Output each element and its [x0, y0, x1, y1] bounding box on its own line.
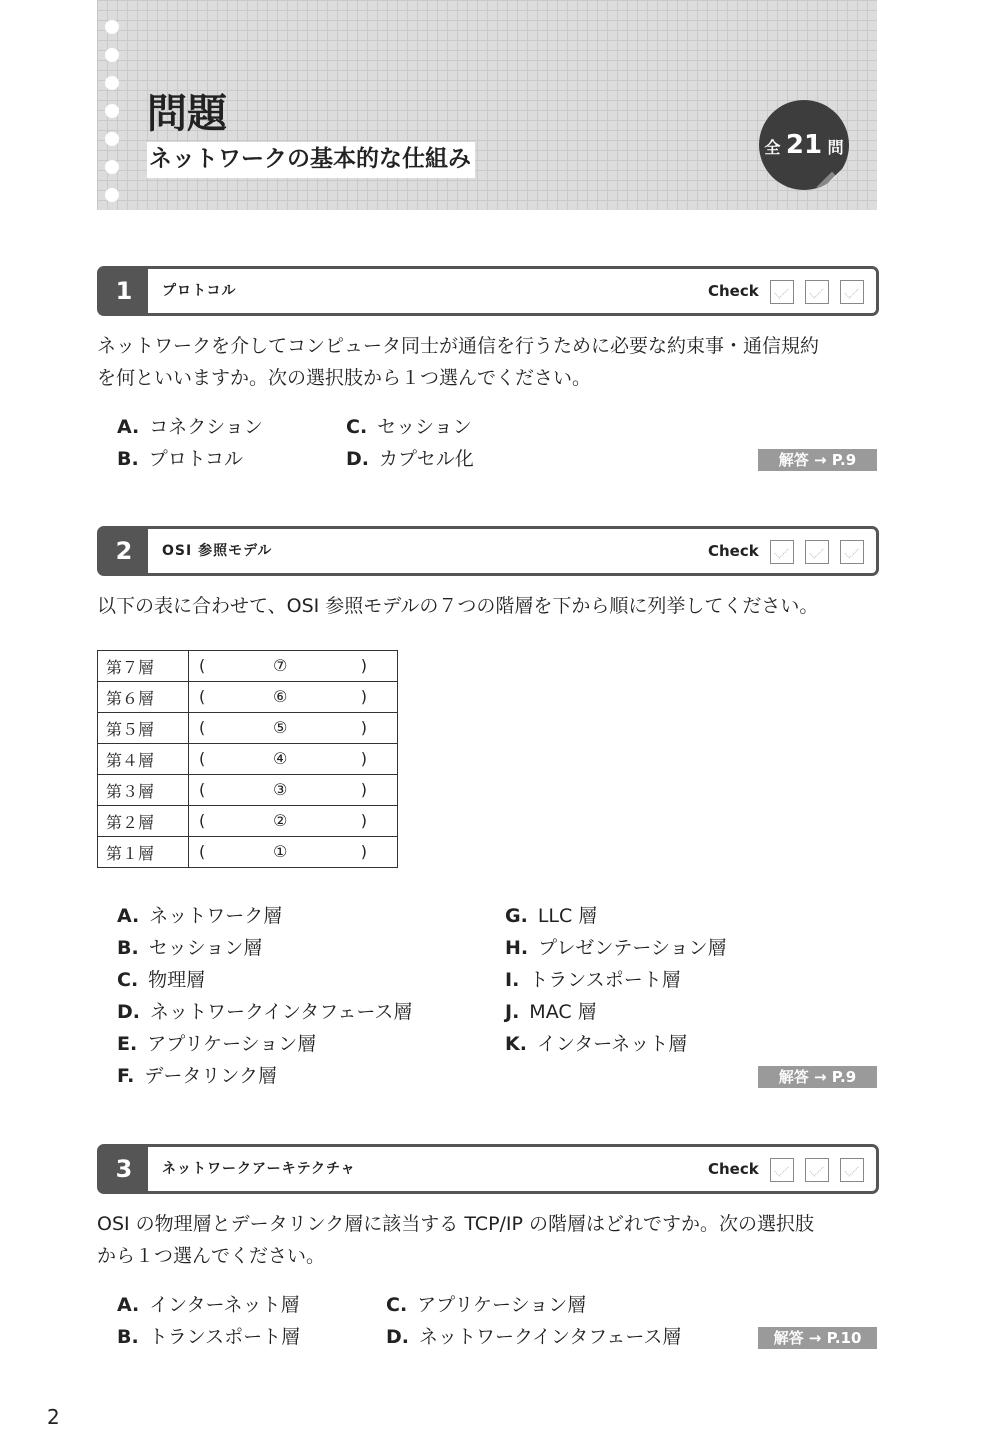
answer-blank	[189, 806, 398, 837]
answer-blank	[189, 713, 398, 744]
check-box[interactable]	[770, 1158, 794, 1182]
option-letter: E.	[117, 1033, 138, 1055]
blank-number: ①	[273, 842, 288, 861]
binder-hole	[105, 20, 119, 34]
option-g	[505, 900, 597, 932]
option-text: インターネット層	[536, 1033, 688, 1055]
blank-number: ⑦	[273, 656, 288, 675]
question-text-line: ネットワークを介してコンピュータ同士が通信を行うために必要な約束事・通信規約	[97, 335, 820, 357]
option-text: データリンク層	[144, 1065, 278, 1087]
option-letter: C.	[386, 1294, 408, 1316]
blank-number: ③	[273, 780, 288, 799]
answer-blank	[189, 682, 398, 713]
check-box[interactable]	[770, 540, 794, 564]
check-box[interactable]	[840, 280, 864, 304]
option-text: ネットワーク層	[149, 905, 283, 927]
paren: )	[360, 811, 367, 830]
osi-layer-table	[97, 650, 398, 868]
answer-blank	[189, 651, 398, 682]
binder-hole	[105, 76, 119, 90]
option-text: トランスポート層	[148, 1326, 301, 1348]
question-title: ネットワークアーキテクチャ	[162, 1161, 356, 1177]
badge-count: 21	[785, 130, 823, 160]
option-letter: B.	[117, 1326, 139, 1348]
question-header-3	[97, 1144, 879, 1194]
option-text: セッション層	[148, 937, 263, 959]
check-box[interactable]	[840, 1158, 864, 1182]
table-row	[98, 744, 398, 775]
option-letter: B.	[117, 448, 139, 470]
question-header-2	[97, 526, 879, 576]
layer-label: 第２層	[98, 806, 189, 837]
paren: (	[199, 718, 206, 737]
option-letter: D.	[386, 1326, 409, 1348]
option-c	[117, 964, 205, 996]
question-text-line: から１つ選んでください。	[97, 1245, 326, 1267]
paren: )	[360, 718, 367, 737]
paren: )	[360, 780, 367, 799]
option-d	[346, 443, 474, 475]
option-c	[346, 411, 472, 443]
option-text: MAC 層	[529, 1001, 597, 1023]
option-text: ネットワークインタフェース層	[150, 1001, 413, 1023]
paren: )	[360, 687, 367, 706]
option-d	[117, 996, 412, 1028]
layer-label: 第３層	[98, 775, 189, 806]
question-number: 2	[100, 529, 148, 573]
option-f	[117, 1060, 277, 1092]
blank-number: ④	[273, 749, 288, 768]
option-d	[386, 1321, 681, 1353]
option-letter: I.	[505, 969, 520, 991]
option-letter: A.	[117, 905, 140, 927]
binder-hole	[105, 132, 119, 146]
table-row	[98, 682, 398, 713]
question-text-line: OSI の物理層とデータリンク層に該当する TCP/IP の階層はどれですか。次の選択肢	[97, 1213, 815, 1235]
paren: (	[199, 780, 206, 799]
layer-label: 第１層	[98, 837, 189, 868]
check-box[interactable]	[805, 1158, 829, 1182]
table-row	[98, 651, 398, 682]
paren: (	[199, 811, 206, 830]
paren: )	[360, 656, 367, 675]
layer-label: 第６層	[98, 682, 189, 713]
question-text	[97, 1208, 887, 1272]
table-row	[98, 713, 398, 744]
question-text	[97, 590, 887, 622]
option-k	[505, 1028, 687, 1060]
binder-hole	[105, 104, 119, 118]
page-number: 2	[47, 1405, 60, 1429]
table-row	[98, 837, 398, 868]
option-letter: C.	[346, 416, 368, 438]
table-row	[98, 775, 398, 806]
option-b	[117, 1321, 300, 1353]
option-text: ネットワークインタフェース層	[419, 1326, 682, 1348]
option-text: プロトコル	[148, 448, 243, 470]
check-box[interactable]	[770, 280, 794, 304]
answer-link[interactable]: 解答 → P.9	[758, 449, 877, 471]
question-number: 3	[100, 1147, 148, 1191]
check-box[interactable]	[805, 280, 829, 304]
option-a	[117, 900, 282, 932]
answer-blank	[189, 837, 398, 868]
check-box[interactable]	[805, 540, 829, 564]
table-row	[98, 806, 398, 837]
page-curl	[821, 162, 849, 190]
layer-label: 第４層	[98, 744, 189, 775]
option-text: アプリケーション層	[417, 1294, 587, 1316]
question-text-line: を何といいますか。次の選択肢から１つ選んでください。	[97, 367, 592, 389]
blank-number: ⑤	[273, 718, 288, 737]
question-title: OSI 参照モデル	[162, 543, 273, 559]
option-letter: H.	[505, 937, 529, 959]
option-c	[386, 1289, 586, 1321]
layer-label: 第５層	[98, 713, 189, 744]
option-letter: F.	[117, 1065, 135, 1087]
option-text: 物理層	[148, 969, 206, 991]
paren: (	[199, 656, 206, 675]
question-count-badge	[759, 100, 849, 190]
option-text: コネクション	[149, 416, 263, 438]
binder-hole	[105, 48, 119, 62]
option-letter: B.	[117, 937, 139, 959]
answer-link[interactable]: 解答 → P.9	[758, 1066, 877, 1088]
layer-label: 第７層	[98, 651, 189, 682]
option-text: カプセル化	[379, 448, 474, 470]
paren: (	[199, 749, 206, 768]
paren: (	[199, 687, 206, 706]
option-letter: C.	[117, 969, 139, 991]
option-a	[117, 411, 263, 443]
blank-number: ⑥	[273, 687, 288, 706]
option-text: セッション	[377, 416, 472, 438]
binder-hole	[105, 188, 119, 202]
paren: )	[360, 749, 367, 768]
paren: )	[360, 842, 367, 861]
question-number: 1	[100, 269, 148, 313]
option-e	[117, 1028, 316, 1060]
option-b	[117, 932, 262, 964]
option-letter: A.	[117, 416, 140, 438]
answer-blank	[189, 775, 398, 806]
check-label: Check	[708, 1160, 759, 1178]
chapter-header	[97, 0, 877, 210]
option-letter: K.	[505, 1033, 527, 1055]
check-label: Check	[708, 542, 759, 560]
option-text: トランスポート層	[529, 969, 681, 991]
option-text: アプリケーション層	[147, 1033, 317, 1055]
option-letter: G.	[505, 905, 528, 927]
option-text: プレゼンテーション層	[538, 937, 727, 959]
option-text: インターネット層	[149, 1294, 300, 1316]
badge-prefix: 全	[764, 138, 781, 157]
question-text-line: 以下の表に合わせて、OSI 参照モデルの７つの階層を下から順に列挙してください。	[97, 595, 819, 617]
check-label: Check	[708, 282, 759, 300]
option-a	[117, 1289, 300, 1321]
check-box[interactable]	[840, 540, 864, 564]
option-text: LLC 層	[537, 905, 598, 927]
option-h	[505, 932, 727, 964]
binder-hole	[105, 160, 119, 174]
option-i	[505, 964, 681, 996]
question-title: プロトコル	[162, 283, 237, 299]
option-b	[117, 443, 243, 475]
question-header-1	[97, 266, 879, 316]
blank-number: ②	[273, 811, 288, 830]
option-letter: D.	[346, 448, 369, 470]
page-title: 問題	[147, 91, 227, 137]
paren: (	[199, 842, 206, 861]
badge-suffix: 問	[827, 138, 844, 157]
chapter-subtitle: ネットワークの基本的な仕組み	[147, 142, 475, 178]
answer-link[interactable]: 解答 → P.10	[758, 1327, 877, 1349]
option-letter: D.	[117, 1001, 140, 1023]
option-letter: J.	[505, 1001, 520, 1023]
answer-blank	[189, 744, 398, 775]
option-letter: A.	[117, 1294, 140, 1316]
option-j	[505, 996, 597, 1028]
question-text	[97, 330, 887, 394]
